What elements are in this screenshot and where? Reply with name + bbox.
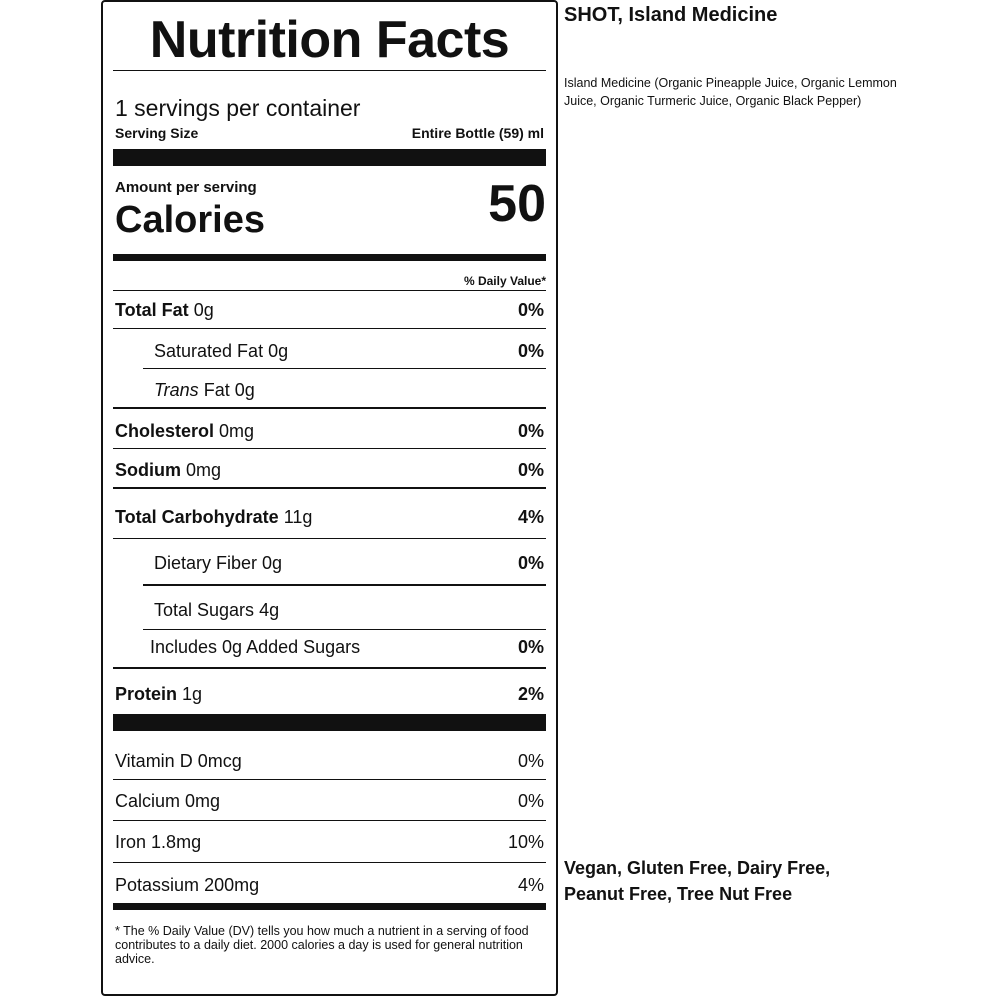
servings-per-container: 1 servings per container [115,95,361,121]
vitamin-dv: 10% [507,832,544,852]
label-title: Nutrition Facts [149,11,510,69]
vitamin-name: Vitamin D [115,751,193,771]
nutrient-name: Fat [203,380,230,400]
nutrient-dv: 2% [517,684,544,704]
nutrient-amount: 11g [283,507,313,527]
nutrient-amount: 0g [268,341,289,361]
divider [113,779,546,780]
nutrient-name: Dietary Fiber [154,553,258,573]
vitamin-row-potassium [113,875,546,899]
divider [113,538,546,539]
product-name: SHOT, Island Medicine [564,4,778,26]
vitamin-amount: 1.8mg [151,832,202,852]
divider [113,820,546,821]
ingredients-list: Island Medicine (Organic Pineapple Juice, Organic Lemmon Juice, Organic Turmeric Juice, Organic Black Pepper) [564,76,897,108]
nutrient-amount: 0g [262,553,283,573]
nutrient-row-sodium [113,460,546,484]
nutrient-dv: 0% [517,421,544,441]
divider [113,487,546,489]
vitamin-row-calcium [113,791,546,815]
calories-value: 50 [488,175,546,233]
nutrient-name: Saturated Fat [154,341,264,361]
nutrient-name-italic: Trans [154,380,199,400]
nutrient-name: Total Sugars [154,600,255,620]
daily-value-footnote: * The % Daily Value (DV) tells you how much a nutrient in a serving of food contributes to a daily diet. 2000 calories a day is used for general nutrition advice. [115,924,529,966]
nutrient-row-trans-fat [113,380,546,404]
thick-divider [113,149,546,166]
calories-label: Calories [115,199,265,241]
vitamin-row-vitamin-d [113,751,546,775]
nutrient-amount: 0mg [186,460,222,480]
medium-divider [113,254,546,261]
nutrient-amount: 4g [259,600,280,620]
vitamin-amount: 200mg [204,875,260,895]
vitamin-dv: 0% [517,791,544,811]
serving-size-value: Entire Bottle (59) ml [411,125,544,141]
nutrient-row-protein [113,684,546,708]
nutrient-row-dietary-fiber [113,553,546,577]
nutrient-dv: 4% [517,507,544,527]
vitamin-name: Potassium [115,875,200,895]
divider [113,70,546,71]
divider [113,407,546,409]
vitamin-dv: 4% [517,875,544,895]
divider [113,290,546,291]
nutrient-name: Sodium [115,460,181,480]
vitamin-name: Calcium [115,791,181,811]
nutrient-name: Protein [115,684,178,704]
nutrient-dv: 0% [517,341,544,361]
nutrient-amount: 1g [182,684,203,704]
nutrient-name: Total Fat [115,300,189,320]
allergen-info: Vegan, Gluten Free, Dairy Free, Peanut Free, Tree Nut Free [564,858,831,904]
divider [113,328,546,329]
nutrient-row-total-sugars [113,600,546,624]
medium-divider [113,903,546,910]
amount-per-serving: Amount per serving [115,179,257,196]
nutrient-row-cholesterol [113,421,546,445]
nutrient-row-saturated-fat [113,341,546,365]
vitamin-amount: 0mg [185,791,221,811]
thick-divider [113,714,546,731]
divider [113,448,546,449]
divider [113,862,546,863]
nutrient-dv: 0% [517,300,544,320]
nutrient-dv: 0% [517,460,544,480]
nutrient-amount: 0g [234,380,255,400]
serving-size-label: Serving Size [115,125,199,141]
daily-value-header: % Daily Value* [463,274,546,288]
vitamin-dv: 0% [517,751,544,771]
nutrient-name: Total Carbohydrate [115,507,279,527]
nutrient-row-added-sugars [113,637,546,661]
divider [143,368,546,369]
divider [113,667,546,669]
nutrition-facts-label [101,0,558,996]
nutrient-name: Includes 0g Added Sugars [150,637,361,657]
divider [143,584,546,586]
vitamin-row-iron [113,832,546,856]
nutrient-dv: 0% [517,637,544,657]
nutrient-row-total-carbohydrate [113,507,546,531]
nutrient-name: Cholesterol [115,421,215,441]
vitamin-amount: 0mcg [197,751,242,771]
divider [143,629,546,630]
nutrient-row-total-fat [113,300,546,324]
nutrient-dv: 0% [517,553,544,573]
nutrient-amount: 0g [193,300,214,320]
vitamin-name: Iron [115,832,147,852]
nutrient-amount: 0mg [219,421,255,441]
